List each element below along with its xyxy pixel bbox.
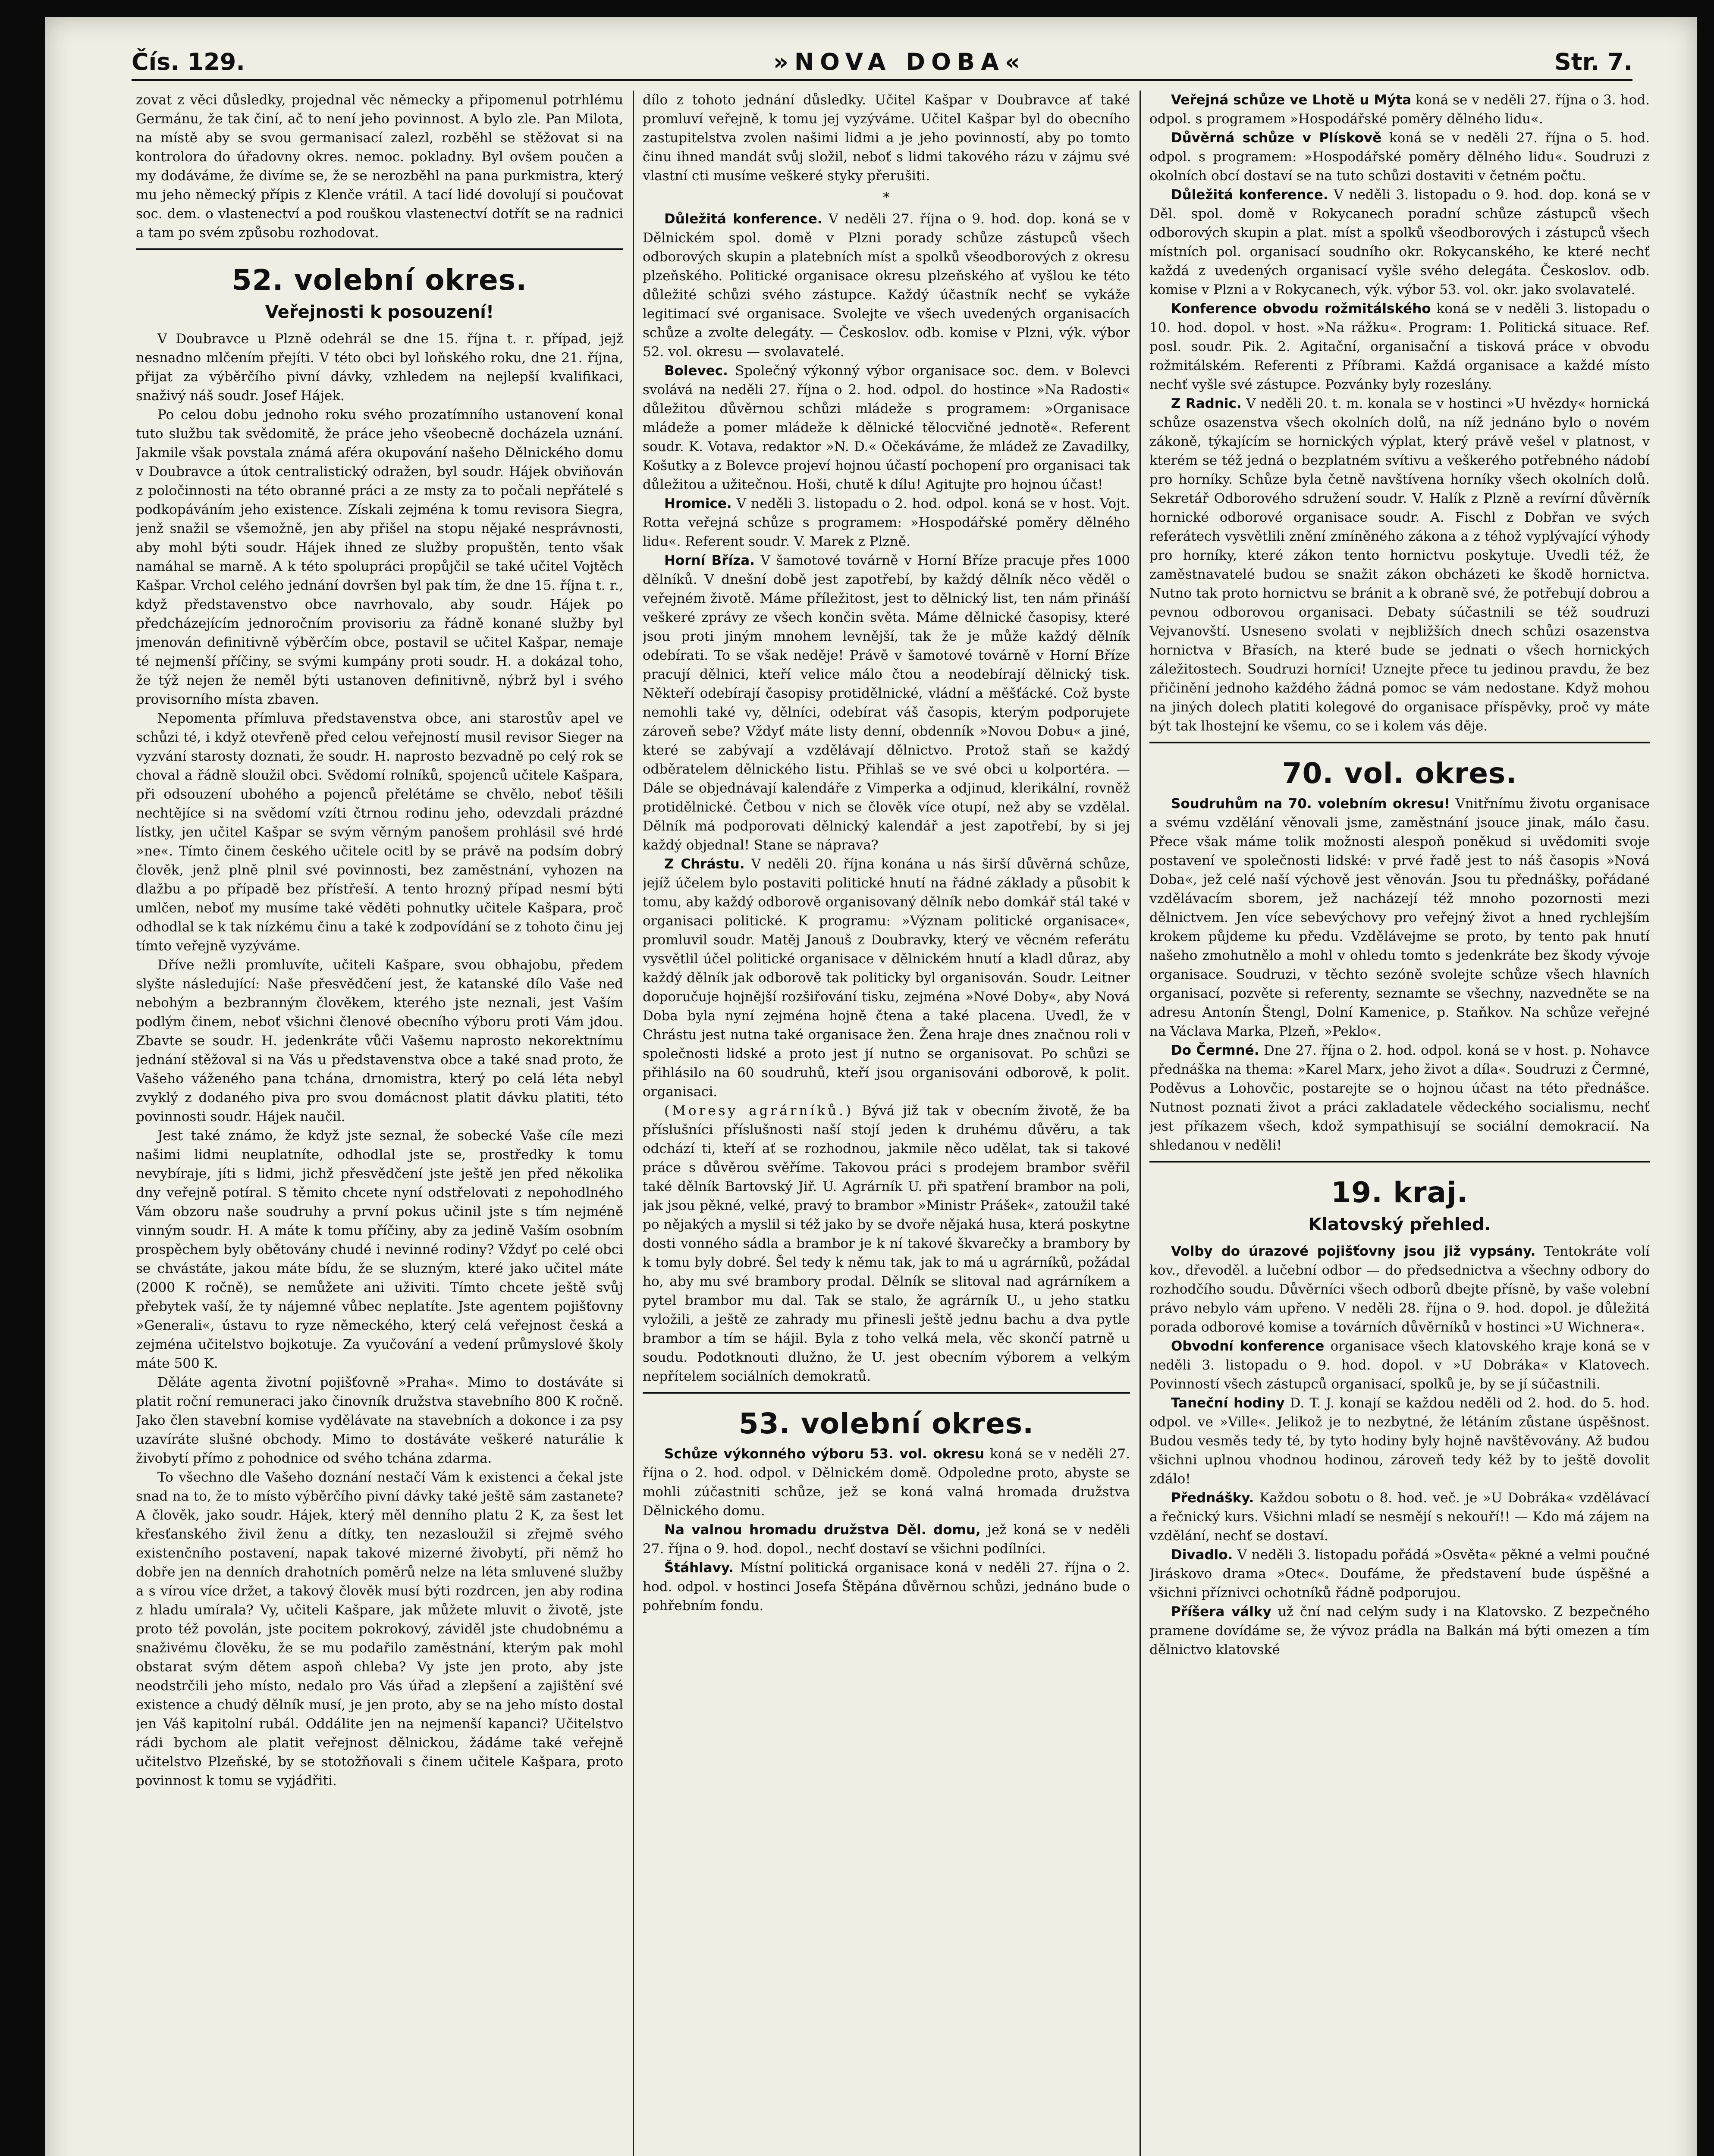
news-item: Štáhlavy. Místní politická organisace koná v neděli 27. října o 2. hod. odpol. v hostinci Josefa Štěpána důvěrnou schůzi, jednáno bude o pohřebním fondu. <box>643 1560 1130 1614</box>
issue-number: Čís. 129. <box>132 48 245 75</box>
article-paragraph: Po celou dobu jednoho roku svého prozatímního ustanovení konal tuto službu tak svědomitě, že práce jeho všeobecně docházela uznání. Jakmile však povstala známá aféra okupování našeho Dělnického domu v Doubravce a útok centralistický odražen, byl soudr. Hájek obviňován z poločinnosti na této obranné práci a ze msty za to počali nepřátelé s podkopáváním jeho existence. Získali zejména k tomu revisora Siegra, jenž snažil se všemožně, jen aby přišel na stopu nějaké nesprávnosti, aby mohl býti soudr. Hájek ihned ze služby propuštěn, tento však namáhal se marně. A k této spolupráci propůjčil se také učitel Vojtěch Kašpar. Vrchol celého jednání dovršen byl pak tím, že dne 15. října t. r., když představenstvo obce navrhovalo, aby soudr. Hájek po předcházejícím jednoročním provisoriu za řádně konané služby byl jmenován definitivně výběrčím obce, postavil se učitel Kašpar, nemaje té nejmenší příčiny, se svými kumpány proti soudr. H. a dokázal toho, že týž nejen že neměl býti ustanoven definitivně, nýbrž byl i svého provisorního místa zbaven. <box>136 407 623 707</box>
column-1 <box>136 91 623 2156</box>
section-divider <box>136 248 623 250</box>
news-item: Příšera války už ční nad celým sudy i na Klatovsko. Z bezpečného pramene dovídáme se, že vývoz prádla na Balkán má býti omezen a tím dělnictvo klatovské <box>1149 1604 1650 1658</box>
column-rule <box>633 91 634 2156</box>
section-divider <box>1149 1161 1650 1163</box>
article-continuation: zovat z věci důsledky, projednal věc německy a připomenul potrhlému Germánu, že tak činí, ač to není jeho povinnost. A bylo zle. Pan Milota, na místě aby se svou germanisací zalezl, rozběhl se stěžovat si na kontrolora do úřadovny okres. nemoc. pokladny. Byl ovšem poučen a my dodáváme, že divíme se, že se nerozběhl na pana purkmistra, který mu jeho německý přípis z Klenče vrátil. A tací lidé dovolují si poučovat soc. dem. o vlastenectví a pod rouškou vlastenectví dotřít se na radnici a tam po svém způsobu rozhodovat. <box>136 92 623 241</box>
news-item: Na valnou hromadu družstva Děl. domu, jež koná se v neděli 27. října o 9. hod. dopol., nechť dostaví se všichni podílníci. <box>643 1522 1130 1557</box>
column-3 <box>1149 91 1650 2156</box>
running-header <box>132 37 1632 81</box>
news-item: Volby do úrazové pojišťovny jsou již vypsány. Tentokráte volí kov., dřevoděl. a lučební odbor — do předsednictva a všechny odbory do rozhodčího soudu. Důvěrníci všech odborů dbejte přísně, by vaše volební právo nebylo vám upřeno. V neděli 28. října o 9. hod. dopol. je důležitá porada odborové komise a továrních důvěrníků v hostinci »U Wichnera«. <box>1149 1244 1650 1335</box>
column-rule <box>1140 91 1141 2156</box>
news-item: Konference obvodu rožmitálského koná se v neděli 3. listopadu o 10. hod. dopol. v host. »Na rážku«. Program: 1. Politická situace. Ref. posl. soudr. Pik. 2. Agitační, organisační a tisková práce v obvodu rožmitálském. Referenti z Příbrami. Každá organisace a každé místo nechť vyšle své zástupce. Pozvánky byly rozeslány. <box>1149 301 1650 392</box>
article-paragraph: Jest také známo, že když jste seznal, že sobecké Vaše cíle mezi našimi lidmi neuplatníte, odhodlal jste se, prostředky k tomu nevybíraje, jíti s lidmi, jichž přesvědčení jste ještě jen před několika dny veřejně potíral. S těmito chcete nyní odstřelovati z nepohodlného Vám obzoru naše soudruhy a první pokus učinil jste s tím nejméně vinným soudr. H. A máte k tomu příčiny, aby za jedině Vaším osobním prospěchem byly obětovány chudé i nevinné rodiny? Vždyť po celé obci se chvástáte, jakou máte bídu, že se sluzným, které jako učitel máte (2000 K ročně), se nemůžete ani uživiti. Tímto chcete ještě svůj přebytek vaší, že ty nájemné vůbec neplatíte. Jste agentem pojišťovny »Generali«, ústavu to ryze německého, který celá veřejnost česká a zejména učitelstvo bojkotuje. Za vyučování a vedení průmyslové školy máte 500 K. <box>136 1128 623 1371</box>
news-item: Z Chrástu. V neděli 20. října konána u nás širší důvěrná schůze, jejíž účelem bylo postaviti politické hnutí na řádné základy a působit k tomu, aby každý odborově organisovaný dělník nebo domkář stál také v organisaci politické. K programu: »Význam politické organisace«, promluvil soudr. Matěj Janouš z Doubravky, který ve věcném referátu vysvětlil účel politické organisace v dělnickém hnutí a kladl důraz, aby každý dělník jak odborově tak politicky byl organisován. Soudr. Leitner doporučuje hojnější rozšiřování tisku, zejména »Nové Doby«, aby Nová Doba byla nyní zejména hojně čtena a také placena. Uvedl, že v Chrástu jest nutna také organisace žen. Žena hraje dnes značnou roli v společnosti lidské a proto jest jí nutno se organisovat. Po schůzi se přihlásilo na 60 soudruhů, kteří jsou organisováni odborově, k polit. organisaci. <box>643 856 1130 1100</box>
column-2 <box>643 91 1130 2156</box>
article-paragraph: Děláte agenta životní pojišťovně »Praha«. Mimo to dostáváte si platit roční remuneraci jako činovník družstva stavebního 800 K ročně. Jako člen stavební komise vydělávate na stavebních a dokonce i za psy uzavíráte slušné obchody. Mimo to dostáváte veškeré naturálie k živobytí přímo z pohodnice od svého tchána zdarma. <box>136 1375 623 1466</box>
news-item: Schůze výkonného výboru 53. vol. okresu koná se v neděli 27. října o 2. hod. odpol. v Dělnickém domě. Odpoledne proto, abyste se mohli zúčastniti schůze, jež se koná valná hromada družstva Dělnického domu. <box>643 1446 1130 1519</box>
section-heading-70: 70. vol. okres. <box>1282 757 1517 790</box>
newspaper-page <box>45 17 1697 2156</box>
news-item: (Moresy agrárníků.) Bývá již tak v obecním životě, že ba příslušníci příslušnosti naší stojí jeden k druhému důvěru, a tak odchází ti, kteří ať se rozhodnou, jakmile něco udělat, tak si takové práce s důvěrou svěříme. Takovou práci s prodejem brambor svěřil také dělník Bartovský Jiř. U. Agrárník U. při spatření brambor na poli, jak jsou pěkné, velké, pravý to brambor »Ministr Prášek«, zatoužil také po nějakých a myslil si též jako by se dvoře nějaká husa, která poskytne dosti vonného sádla a brambor je k ní takové škvarečky a brambory by k tomu byly dobré. Šel tedy k němu tak, jak to má u agrárníků, požádal ho, aby mu své brambory prodal. Dělník se slitoval nad agrárníkem a pytel brambor mu dal. Tak se stalo, že agrárník U., u jeho statku vyložili, a ještě ze zahrady mu přinesli ještě jednu bachu a dva pytle brambor a tím se hájil. Byla z toho velká mela, věc skončí patrně u soudu. Podotknouti dlužno, že U. jest obecním výborem a velkým nepřítelem sociálních demokratů. <box>643 1103 1130 1384</box>
news-item: Obvodní konference organisace všech klatovského kraje koná se v neděli 3. listopadu o 9. hod. dopol. v »U Dobráka« v Klatovech. Povinností všech zástupců organisací, spolků je, by se jí súčastnili. <box>1149 1338 1650 1392</box>
news-item: Veřejná schůze ve Lhotě u Mýta koná se v neděli 27. října o 3. hod. odpol. s programem »Hospodářské poměry dělného lidu«. <box>1149 92 1650 127</box>
news-item: Důvěrná schůze v Plískově koná se v neděli 27. října o 5. hod. odpol. s programem: »Hospodářské poměry dělného lidu«. Soudruzi z okolních obcí dostaví se na tuto schůzi dostaviti v četném počtu. <box>1149 130 1650 184</box>
article-paragraph: To všechno dle Vašeho doznání nestačí Vám k existenci a čekal jste snad na to, že to místo výběrčího pivní dávky také ještě sám zastanete? A člověk, jako soudr. Hájek, který měl denního platu 2 K, za šest let křesťanského živil ženu a dítky, ten nezasloužil si zřejmě svého existenčního postavení, napak takové mizerné živobytí, při němž ho dobře jen na denních drahotních poměrů nelze na léta smluvené služby a s vírou více držet, a takový člověk musí býti rozdrcen, jen aby rodina z hladu umírala? Vy, učiteli Kašpare, jak můžete mluvit o životě, jste proto též povolán, jste pocitem pokrokový, záviděl jste chudobnému a snaživému člověku, že se mu podařilo zaměstnání, kterým pak mohl obstarat svým dětem aspoň chleba? Vy jste jen proto, aby jste neodstrčili jeho místo, nedalo pro Vás úřad a zlepšení a zajištění své existence a chudý dělník musí, je jen proto, aby se na jeho místo dostal jen Váš kapitolní rubál. Oddálite jen na nejmenší kapanci? Učitelstvo rádi bychom ale platit veřejnost dělnickou, žádáme také veřejně učitelstvo Plzeňské, by se stotožňovali s činem učitele Kašpara, proto povinnost k tomu se vyjádřiti. <box>136 1470 623 1789</box>
news-item: Soudruhům na 70. volebním okresu! Vnitřnímu životu organisace a svému vzdělání věnovali jsme, zaměstnání jsouce jinak, málo času. Přece však máme tolik možnosti alespoň poněkud si uvědomiti svoje postavení ve společnosti lidské: v prvé řadě jest to náš časopis »Nová Doba«, jež celé naší výchově jest věnován. Jsou tu přednášky, pořádané vzdělávacím sborem, jež nacházejí též mnoho pozornosti mezi dělnictvem. Jen více sebevýchovy pro veřejný život a hned rychlejším krokem půjdeme ku předu. Vzdělávejme se proto, by tento pak hnutí našeho zmohutnělo a mohl v ohledu tomto s jedenkráte bez škody vývoje organisace. Soudruzi, v těchto sezóně svolejte schůze všech hlavních organisací, pozvěte si referenty, seznamte se všechny, nazvedněte se na adresu Antonín Štengl, Dolní Kamenice, p. Staňkov. Na schůze veřejné na Václava Marka, Plzeň, »Peklo«. <box>1149 796 1650 1039</box>
separator-star: * <box>883 190 890 205</box>
article-paragraph: Nepomenta přímluva představenstva obce, ani starostův apel ve schůzi té, i když otevřeně před celou veřejností musil revisor Sieger na vyzvání starosty doznati, že soudr. H. naprosto bezvadně po celý rok se choval a řádně sloužil obci. Svědomí rolníků, spojenců učitele Kašpara, při odsouzení ubohého a pojenců přelétáme se chvělo, neboť těšili nechtějíce si na svědomí vzíti čtrnou rodinu jeho, odevzdali prázdné lístky, jen učitel Kašpar se svým věrným panošem prohlásil své hrdé »ne«. Tímto činem českého učitele ocitl by se právě na podsím dobrý člověk, jenž plně plnil své povinnosti, bez zaměstnání, vyhozen na dlažbu a po případě bez přístřeší. A tento hrozný případ nesmí býti umlčen, neboť my musíme také věděti pohnutky učitele Kašpara, proč odhodlal se k tak nízkému činu a také k zodpovídání se z tohoto činu jej tímto veřejně vyzýváme. <box>136 711 623 954</box>
section-heading-19: 19. kraj. <box>1331 1176 1468 1209</box>
news-item: Důležitá konference. V neděli 27. října o 9. hod. dop. koná se v Dělnickém spol. domě v Plzni porady schůze zástupců všech odborových skupin a platebních míst a spolků všeodborových z okresu plzeňského. Politické organisace okresu plzeňského ať vyšlou ke této důležité schůzi svého zástupce. Každý účastník nechť se vykáže legitimací své organisace. Svolejte ve všech uvedených organisacích schůze a zvolte delegáty. — Českoslov. odb. komise v Plzni, výk. výbor 52. vol. okresu — svolavatelé. <box>643 211 1130 360</box>
news-item: Divadlo. V neděli 3. listopadu pořádá »Osvěta« pěkné a velmi poučné Jiráskovo drama »Otec«. Doufáme, že představení bude úspěšné a všichni příznivci ochotníků řádně podporujou. <box>1149 1547 1650 1601</box>
section-heading-53: 53. volební okres. <box>738 1407 1034 1440</box>
section-divider <box>643 1392 1130 1394</box>
masthead: »NOVA DOBA« <box>773 48 1026 75</box>
section-heading-52: 52. volební okres. <box>232 263 527 297</box>
news-item: Důležitá konference. V neděli 3. listopadu o 9. hod. dop. koná se v Děl. spol. domě v Rokycanech poradní schůze zástupců všech odborových skupin a plat. míst a spolků všeodborových i zástupců všech místních pol. organisací soudního okr. Rokycanského, ke které nechť každá z uvedených organisací vyšle svého delegáta. Českoslov. odb. komise v Plzni a v Rokycanech, výk. výbor 53. vol. okr. jako svolavatelé. <box>1149 187 1650 298</box>
news-item: Z Radnic. V neděli 20. t. m. konala se v hostinci »U hvězdy« hornická schůze osazenstva všech okolních dolů, na níž jednáno bylo o novém zákoně, týkajícím se hornických výplat, který právě vešel v platnost, v kterém se též jedná o bezplatném svítivu a veškerého potřebného nádobí pro horníky. Schůze byla četně navštívena horníky všech okolních dolů. Sekretář Odborového sdružení soudr. V. Halík z Plzně a revírní důvěrník hornické odborové organisace soudr. A. Fischl z Dobřan ve svých referátech vysvětlili znění zmíněného zákona a z téhož vyplývající výhody pro horníky, které zákon tento hornictvu poskytuje. Uvedli též, že zaměstnavatelé budou se snažit zákon obcházeti ke škodě hornictva. Nutno tak proto hornictvu se bránit a k obraně své, že potřebují dobrou a pevnou odborovou organisaci. Debaty súčastnili se též soudruzi Vejvanovští. Usneseno svolati v nejbližších dnech schůzi osazenstva hornictva v Břasích, na které bude se jednati o všech hornických záležitostech. Soudruzi horníci! Uznejte přece tu jedinou pravdu, že bez přičinění jednoho každého žádná pomoc se vám nedostane. Když mohou na jiných dolech platiti kolegové do organisace příspěvky, proč vy máte být tak lhostejní ke všemu, co se i kolem vás děje. <box>1149 396 1650 734</box>
page-number: Str. 7. <box>1554 48 1632 75</box>
article-paragraph: V Doubravce u Plzně odehrál se dne 15. října t. r. případ, jejž nesnadno mlčením přejíti. V této obci byl loňského roku, dne 21. října, přijat za výběrčího pivní dávky, vzhledem na nejlepší kvalifikaci, snaživý náš soudr. Josef Hájek. <box>136 331 623 404</box>
news-item: Bolevec. Společný výkonný výbor organisace soc. dem. v Bolevci svolává na neděli 27. října o 2. hod. odpol. do hostince »Na Radosti« důležitou důvěrnou schůzi mládeže s programem: »Organisace mládeže a pomer mládeže k dělnické tělocvičné jednotě«. Referent soudr. K. Votava, redaktor »N. D.« Očekáváme, že mládež ze Zavadilky, Košutky a z Bolevce projeví hojnou účastí pochopení pro organisaci tak důležitou a užitečnou. Hoši, chutě k dílu! Agitujte pro hojnou účast! <box>643 363 1130 492</box>
article-continuation: dílo z tohoto jednání důsledky. Učitel Kašpar v Doubravce ať také promluví veřejně, k tomu jej vyzýváme. Učitel Kašpar byl do obecního zastupitelstva zvolen našimi lidmi a je jeho povinností, aby po tomto činu ihned mandát svůj složil, neboť s lidmi takového rázu v zájmu své vlastní cti musíme veškeré styky přerušiti. <box>643 92 1130 184</box>
article-paragraph: Dříve nežli promluvíte, učiteli Kašpare, svou obhajobu, předem slyšte následující: Naše přesvědčení jest, že katanské dílo Vaše ned nebohým a bezbranným člověkem, kterého jste neznali, jest Vaším podlým činem, neboť všichni členové obecního výboru proti Vám jdou. Zbavte se soudr. H. jedenkráte vůči Vašemu naprosto nekorektnímu jednání stěžoval si na Vás u představenstva obce a také snad proto, že Vašeho váženého pana tchána, drnomistra, který po celá léta nebyl zvyklý z dodaného piva pro svou domácnost platit dávku platiti, této povinnosti soudr. Hájek naučil. <box>136 957 623 1125</box>
section-divider <box>1149 742 1650 743</box>
article-heading: Klatovský přehled. <box>1308 1215 1491 1235</box>
news-item: Horní Bříza. V šamotové továrně v Horní Bříze pracuje přes 1000 dělníků. V dnešní době jest zapotřebí, by každý dělník něco věděl o veřejném životě. Máme příležitost, jest to dělnický list, ten nám přináší veškeré zprávy ze všech končin světa. Máme dělnické časopisy, které jsou proti jiným mnohem levnější, tak že je může každý dělník odebírati. To se však neděje! Právě v šamotové továrně v Horní Bříze pracují dělnici, kteří velice málo čtou a neodebírají dělnický tisk. Někteří odebírají časopisy protidělnické, vládní a měšťácké. Což byste nemohli také vy, dělníci, odebírat váš časopis, kterým podporujete zároveň sebe? Vždyť máte listy denní, obdenník »Novou Dobu« a jiné, které se zabývají a vzdělávají dělnictvo. Protož staň se každý odběratelem dělnického listu. Přihlaš se ve své obci u kolportéra. — Dále se objednávají kalendáře z Vimperka a odjinud, klerikální, rovněž protidělnické. Četbou v nich se člověk více otupí, než aby se vzdělal. Dělník má podporovati dělnický kalendář a jest zapotřebí, by si jej každý objednal! Stane se náprava? <box>643 553 1130 853</box>
article-heading: Veřejnosti k posouzení! <box>265 302 494 322</box>
news-item: Do Čermné. Dne 27. října o 2. hod. odpol. koná se v host. p. Nohavce přednáška na thema: »Karel Marx, jeho život a díla«. Soudruzi z Čermné, Poděvus a Lohovčic, postarejte se o hojnou účast na této přednášce. Nutnost poznati život a práci zakladatele vědeckého socialismu, nechť jest příkazem všech, kdož sympathisují se sociální demokracií. Na shledanou v neděli! <box>1149 1043 1650 1153</box>
news-item: Přednášky. Každou sobotu o 8. hod. več. je »U Dobráka« vzdělávací a řečnický kurs. Všichni mladí se nesmějí s nekouří!! — Kdo má zájem na vzdělání, nechť se dostaví. <box>1149 1490 1650 1544</box>
news-item: Taneční hodiny D. T. J. konají se každou neděli od 2. hod. do 5. hod. odpol. ve »Ville«. Jelikož je to nezbytné, že létáním zůstane úspěšnost. Budou vesměs tedy té, by tyto hodiny byly hojně navštěvovány. Až budou všichni uplnou vhodnou hodinou, zároveň tedy kéž by to ještě dovolit zdálo! <box>1149 1395 1650 1487</box>
news-item: Hromice. V neděli 3. listopadu o 2. hod. odpol. koná se v host. Vojt. Rotta veřejná schůze s programem: »Hospodářské poměry dělného lidu«. Referent soudr. V. Marek z Plzně. <box>643 496 1130 549</box>
